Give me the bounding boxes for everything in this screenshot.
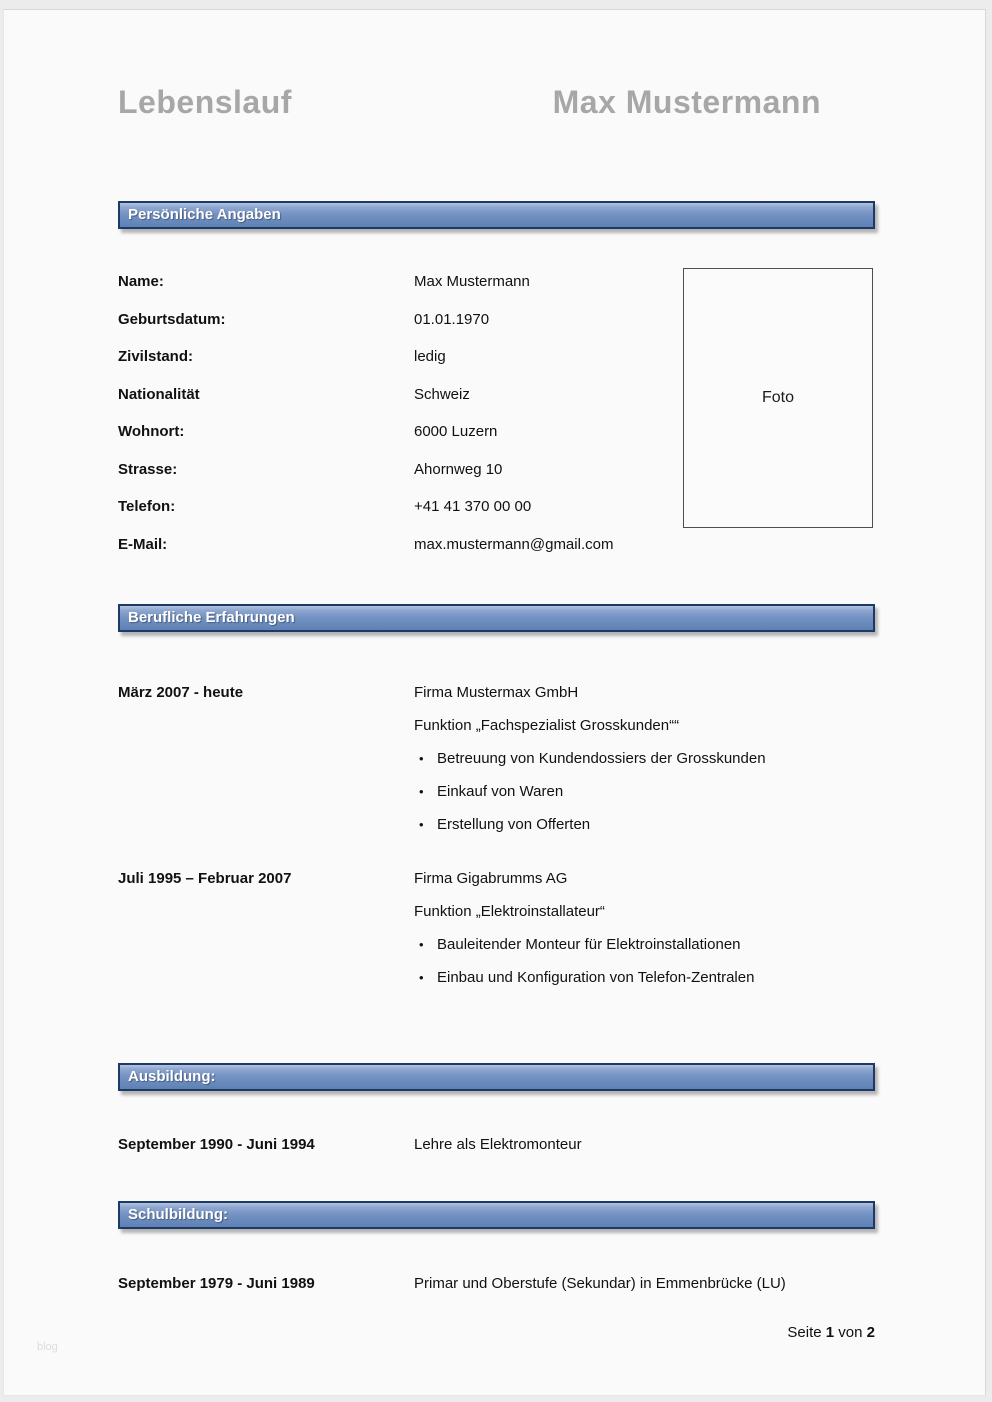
school-period: September 1979 - Juni 1989 xyxy=(118,1275,315,1292)
experience-entry xyxy=(118,862,875,994)
photo-placeholder-box xyxy=(683,268,873,528)
experience-bullet xyxy=(414,961,875,994)
footer-page-current: 1 xyxy=(825,1324,835,1341)
field-value-city: 6000 Luzern xyxy=(414,423,498,440)
experience-details xyxy=(414,862,875,994)
field-label-phone: Telefon: xyxy=(118,498,176,515)
field-label-birthdate: Geburtsdatum: xyxy=(118,310,226,328)
section-header-personal xyxy=(118,201,875,229)
experience-period: März 2007 - heute xyxy=(118,684,244,701)
field-value-name: Max Mustermann xyxy=(414,273,530,290)
bullet-text: Einbau und Konfiguration von Telefon-Zentralen xyxy=(437,969,755,986)
experience-details xyxy=(414,676,875,841)
footer-page-separator: von xyxy=(838,1324,863,1341)
section-header-experience xyxy=(118,604,875,632)
experience-bullet xyxy=(414,808,875,841)
bullet-icon: • xyxy=(419,817,424,832)
education-description: Lehre als Elektromonteur xyxy=(414,1136,582,1153)
section-header-education xyxy=(118,1063,875,1091)
experience-period: Juli 1995 – Februar 2007 xyxy=(118,870,292,887)
section-title-experience: Berufliche Erfahrungen xyxy=(128,609,295,626)
field-value-civil-status: ledig xyxy=(414,348,446,365)
experience-entry xyxy=(118,676,875,841)
footer-page-prefix: Seite xyxy=(787,1324,822,1341)
page-footer xyxy=(118,1323,875,1343)
bullet-text: Erstellung von Offerten xyxy=(437,816,591,833)
photo-placeholder-label: Foto xyxy=(761,389,794,406)
education-period: September 1990 - Juni 1994 xyxy=(118,1136,315,1153)
field-value-street: Ahornweg 10 xyxy=(414,460,503,478)
section-title-personal: Persönliche Angaben xyxy=(128,206,281,223)
document-header xyxy=(118,10,875,120)
bullet-text: Einkauf von Waren xyxy=(437,783,564,800)
experience-bullet xyxy=(414,742,875,775)
field-value-phone: +41 41 370 00 00 xyxy=(414,498,532,515)
section-header-school xyxy=(118,1201,875,1229)
school-description: Primar und Oberstufe (Sekundar) in Emmenbrücke (LU) xyxy=(414,1275,786,1292)
bullet-icon: • xyxy=(419,784,424,799)
bullet-text: Betreuung von Kundendossiers der Grosskunden xyxy=(437,750,766,767)
bullet-icon: • xyxy=(419,937,424,952)
personal-section xyxy=(118,273,875,573)
doc-author: Max Mustermann xyxy=(552,84,821,120)
experience-bullet xyxy=(414,928,875,961)
field-label-city: Wohnort: xyxy=(118,423,185,440)
document-page xyxy=(3,9,986,1396)
school-entry xyxy=(118,1274,875,1294)
field-value-email: max.mustermann@gmail.com xyxy=(414,535,614,553)
document-content xyxy=(118,10,875,1343)
field-value-birthdate: 01.01.1970 xyxy=(414,310,490,328)
experience-company: Firma Mustermax GmbH xyxy=(414,684,579,701)
doc-title: Lebenslauf xyxy=(118,84,292,120)
experience-role: Funktion „Fachspezialist Grosskunden““ xyxy=(414,717,680,734)
field-label-email: E-Mail: xyxy=(118,535,168,553)
section-title-school: Schulbildung: xyxy=(128,1206,228,1223)
field-label-nationality: Nationalität xyxy=(118,385,200,403)
field-label-street: Strasse: xyxy=(118,460,178,478)
footer-page-total: 2 xyxy=(866,1324,875,1341)
experience-company: Firma Gigabrumms AG xyxy=(414,870,568,887)
bullet-icon: • xyxy=(419,970,424,985)
education-entry xyxy=(118,1135,875,1155)
field-label-name: Name: xyxy=(118,273,164,290)
experience-bullet xyxy=(414,775,875,808)
experience-role: Funktion „Elektroinstallateur“ xyxy=(414,903,605,920)
field-label-civil-status: Zivilstand: xyxy=(118,348,194,365)
bullet-text: Bauleitender Monteur für Elektroinstallationen xyxy=(437,936,741,953)
field-value-nationality: Schweiz xyxy=(414,385,470,403)
watermark-text: blog xyxy=(37,1341,58,1353)
section-title-education: Ausbildung: xyxy=(128,1068,216,1085)
bullet-icon: • xyxy=(419,751,424,766)
